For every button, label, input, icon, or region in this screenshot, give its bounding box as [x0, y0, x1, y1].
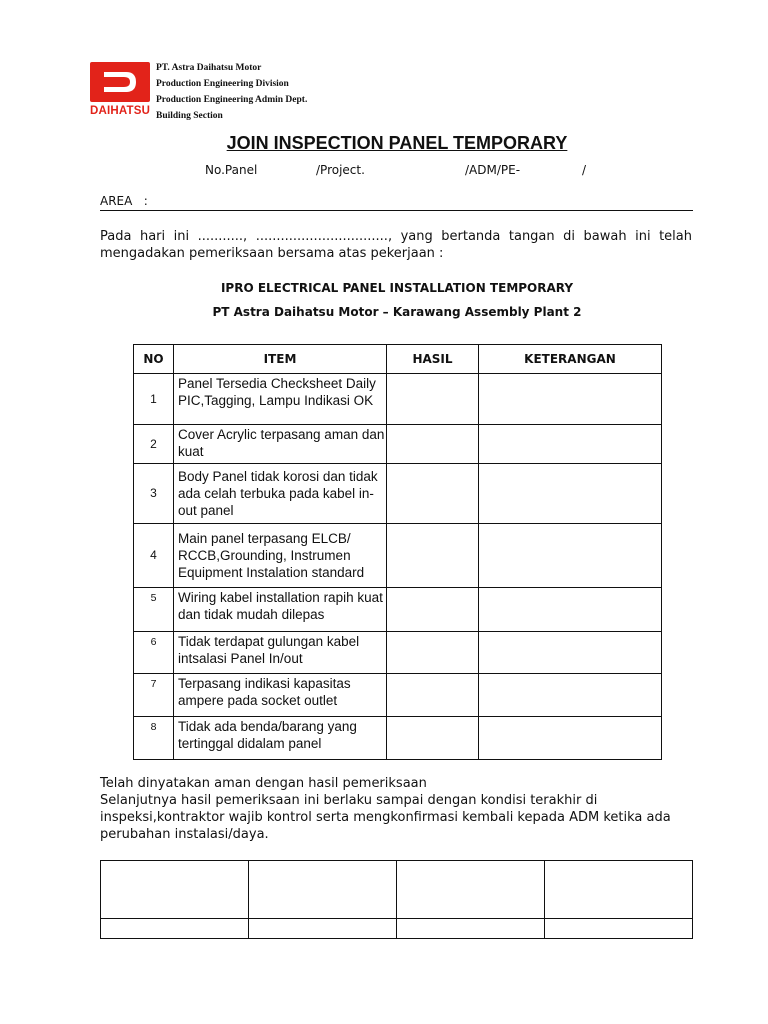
brand-name: DAIHATSU	[90, 105, 151, 117]
table-row	[134, 425, 662, 464]
company-info	[156, 60, 307, 124]
row-item: Body Panel tidak korosi dan tidak ada celah terbuka pada kabel in-out panel	[174, 464, 387, 524]
header-keterangan: KETERANGAN	[479, 345, 662, 374]
header-no: NO	[134, 345, 174, 374]
company-line-2: Production Engineering Division	[156, 79, 289, 89]
subtitle-project: IPRO ELECTRICAL PANEL INSTALLATION TEMPORARY	[220, 281, 574, 295]
signature-name-cell	[545, 919, 693, 939]
table-row	[134, 374, 662, 425]
row-hasil	[387, 524, 479, 588]
row-item: Panel Tersedia Checksheet Daily PIC,Tagging, Lampu Indikasi OK	[174, 374, 387, 425]
row-item: Wiring kabel installation rapih kuat dan tidak mudah dilepas	[174, 588, 387, 632]
signature-table	[100, 860, 693, 939]
row-hasil	[387, 425, 479, 464]
signature-cell	[397, 861, 545, 919]
row-item: Tidak ada benda/barang yang tertinggal didalam panel	[174, 717, 387, 760]
table-row	[134, 524, 662, 588]
row-keterangan	[479, 374, 662, 425]
signature-cell	[249, 861, 397, 919]
company-line-1: PT. Astra Daihatsu Motor	[156, 63, 262, 73]
row-keterangan	[479, 674, 662, 717]
table-header-row	[134, 345, 662, 374]
row-no: 1	[134, 374, 174, 425]
signature-cell	[545, 861, 693, 919]
row-hasil	[387, 464, 479, 524]
row-keterangan	[479, 717, 662, 760]
row-hasil	[387, 632, 479, 674]
row-no: 5	[134, 588, 174, 632]
table-row	[134, 717, 662, 760]
header-hasil: HASIL	[387, 345, 479, 374]
closing-line-1: Telah dinyatakan aman dengan hasil pemeriksaan	[100, 776, 427, 791]
header-item: ITEM	[174, 345, 387, 374]
inspection-table	[133, 344, 662, 760]
row-keterangan	[479, 524, 662, 588]
signature-cell	[101, 861, 249, 919]
row-hasil	[387, 717, 479, 760]
daihatsu-emblem-icon	[100, 68, 140, 96]
row-hasil	[387, 588, 479, 632]
company-line-4: Building Section	[156, 111, 223, 121]
area-label: AREA :	[100, 194, 148, 208]
table-row	[134, 588, 662, 632]
company-line-3: Production Engineering Admin Dept.	[156, 95, 308, 105]
adm-pe-label: /ADM/PE-	[465, 163, 521, 177]
closing-statement	[100, 775, 700, 843]
row-keterangan	[479, 425, 662, 464]
row-hasil	[387, 374, 479, 425]
no-panel-label: No.Panel	[205, 163, 258, 177]
table-row	[134, 464, 662, 524]
row-no: 7	[134, 674, 174, 717]
subtitle-company: PT Astra Daihatsu Motor – Karawang Assembly Plant 2	[212, 305, 582, 319]
row-item: Tidak terdapat gulungan kabel intsalasi Panel In/out	[174, 632, 387, 674]
signature-name-cell	[249, 919, 397, 939]
row-no: 4	[134, 524, 174, 588]
area-underline	[100, 210, 693, 211]
row-hasil	[387, 674, 479, 717]
signature-name-cell	[397, 919, 545, 939]
row-no: 8	[134, 717, 174, 760]
table-row	[134, 632, 662, 674]
document-title: JOIN INSPECTION PANEL TEMPORARY	[226, 133, 568, 153]
daihatsu-logo	[90, 62, 150, 102]
row-item: Main panel terpasang ELCB/ RCCB,Grounding, Instrumen Equipment Instalation standard	[174, 524, 387, 588]
table-row	[134, 674, 662, 717]
row-no: 6	[134, 632, 174, 674]
row-keterangan	[479, 632, 662, 674]
row-no: 3	[134, 464, 174, 524]
signature-row	[101, 861, 693, 919]
signature-name-row	[101, 919, 693, 939]
meta-slash: /	[582, 163, 587, 177]
intro-paragraph: Pada hari ini ..........., ................................, yang bertanda tangan di bawah ini telah mengadakan pemeriksaan bersama atas pekerjaan :	[100, 229, 692, 261]
row-item: Cover Acrylic terpasang aman dan kuat	[174, 425, 387, 464]
signature-name-cell	[101, 919, 249, 939]
project-label: /Project.	[316, 163, 365, 177]
row-keterangan	[479, 588, 662, 632]
closing-line-2: Selanjutnya hasil pemeriksaan ini berlaku sampai dengan kondisi terakhir di inspeksi,kontraktor wajib kontrol serta mengkonfirmasi kembali kepada ADM ketika ada perubahan instalasi/daya.	[100, 793, 671, 842]
row-no: 2	[134, 425, 174, 464]
row-keterangan	[479, 464, 662, 524]
row-item: Terpasang indikasi kapasitas ampere pada socket outlet	[174, 674, 387, 717]
